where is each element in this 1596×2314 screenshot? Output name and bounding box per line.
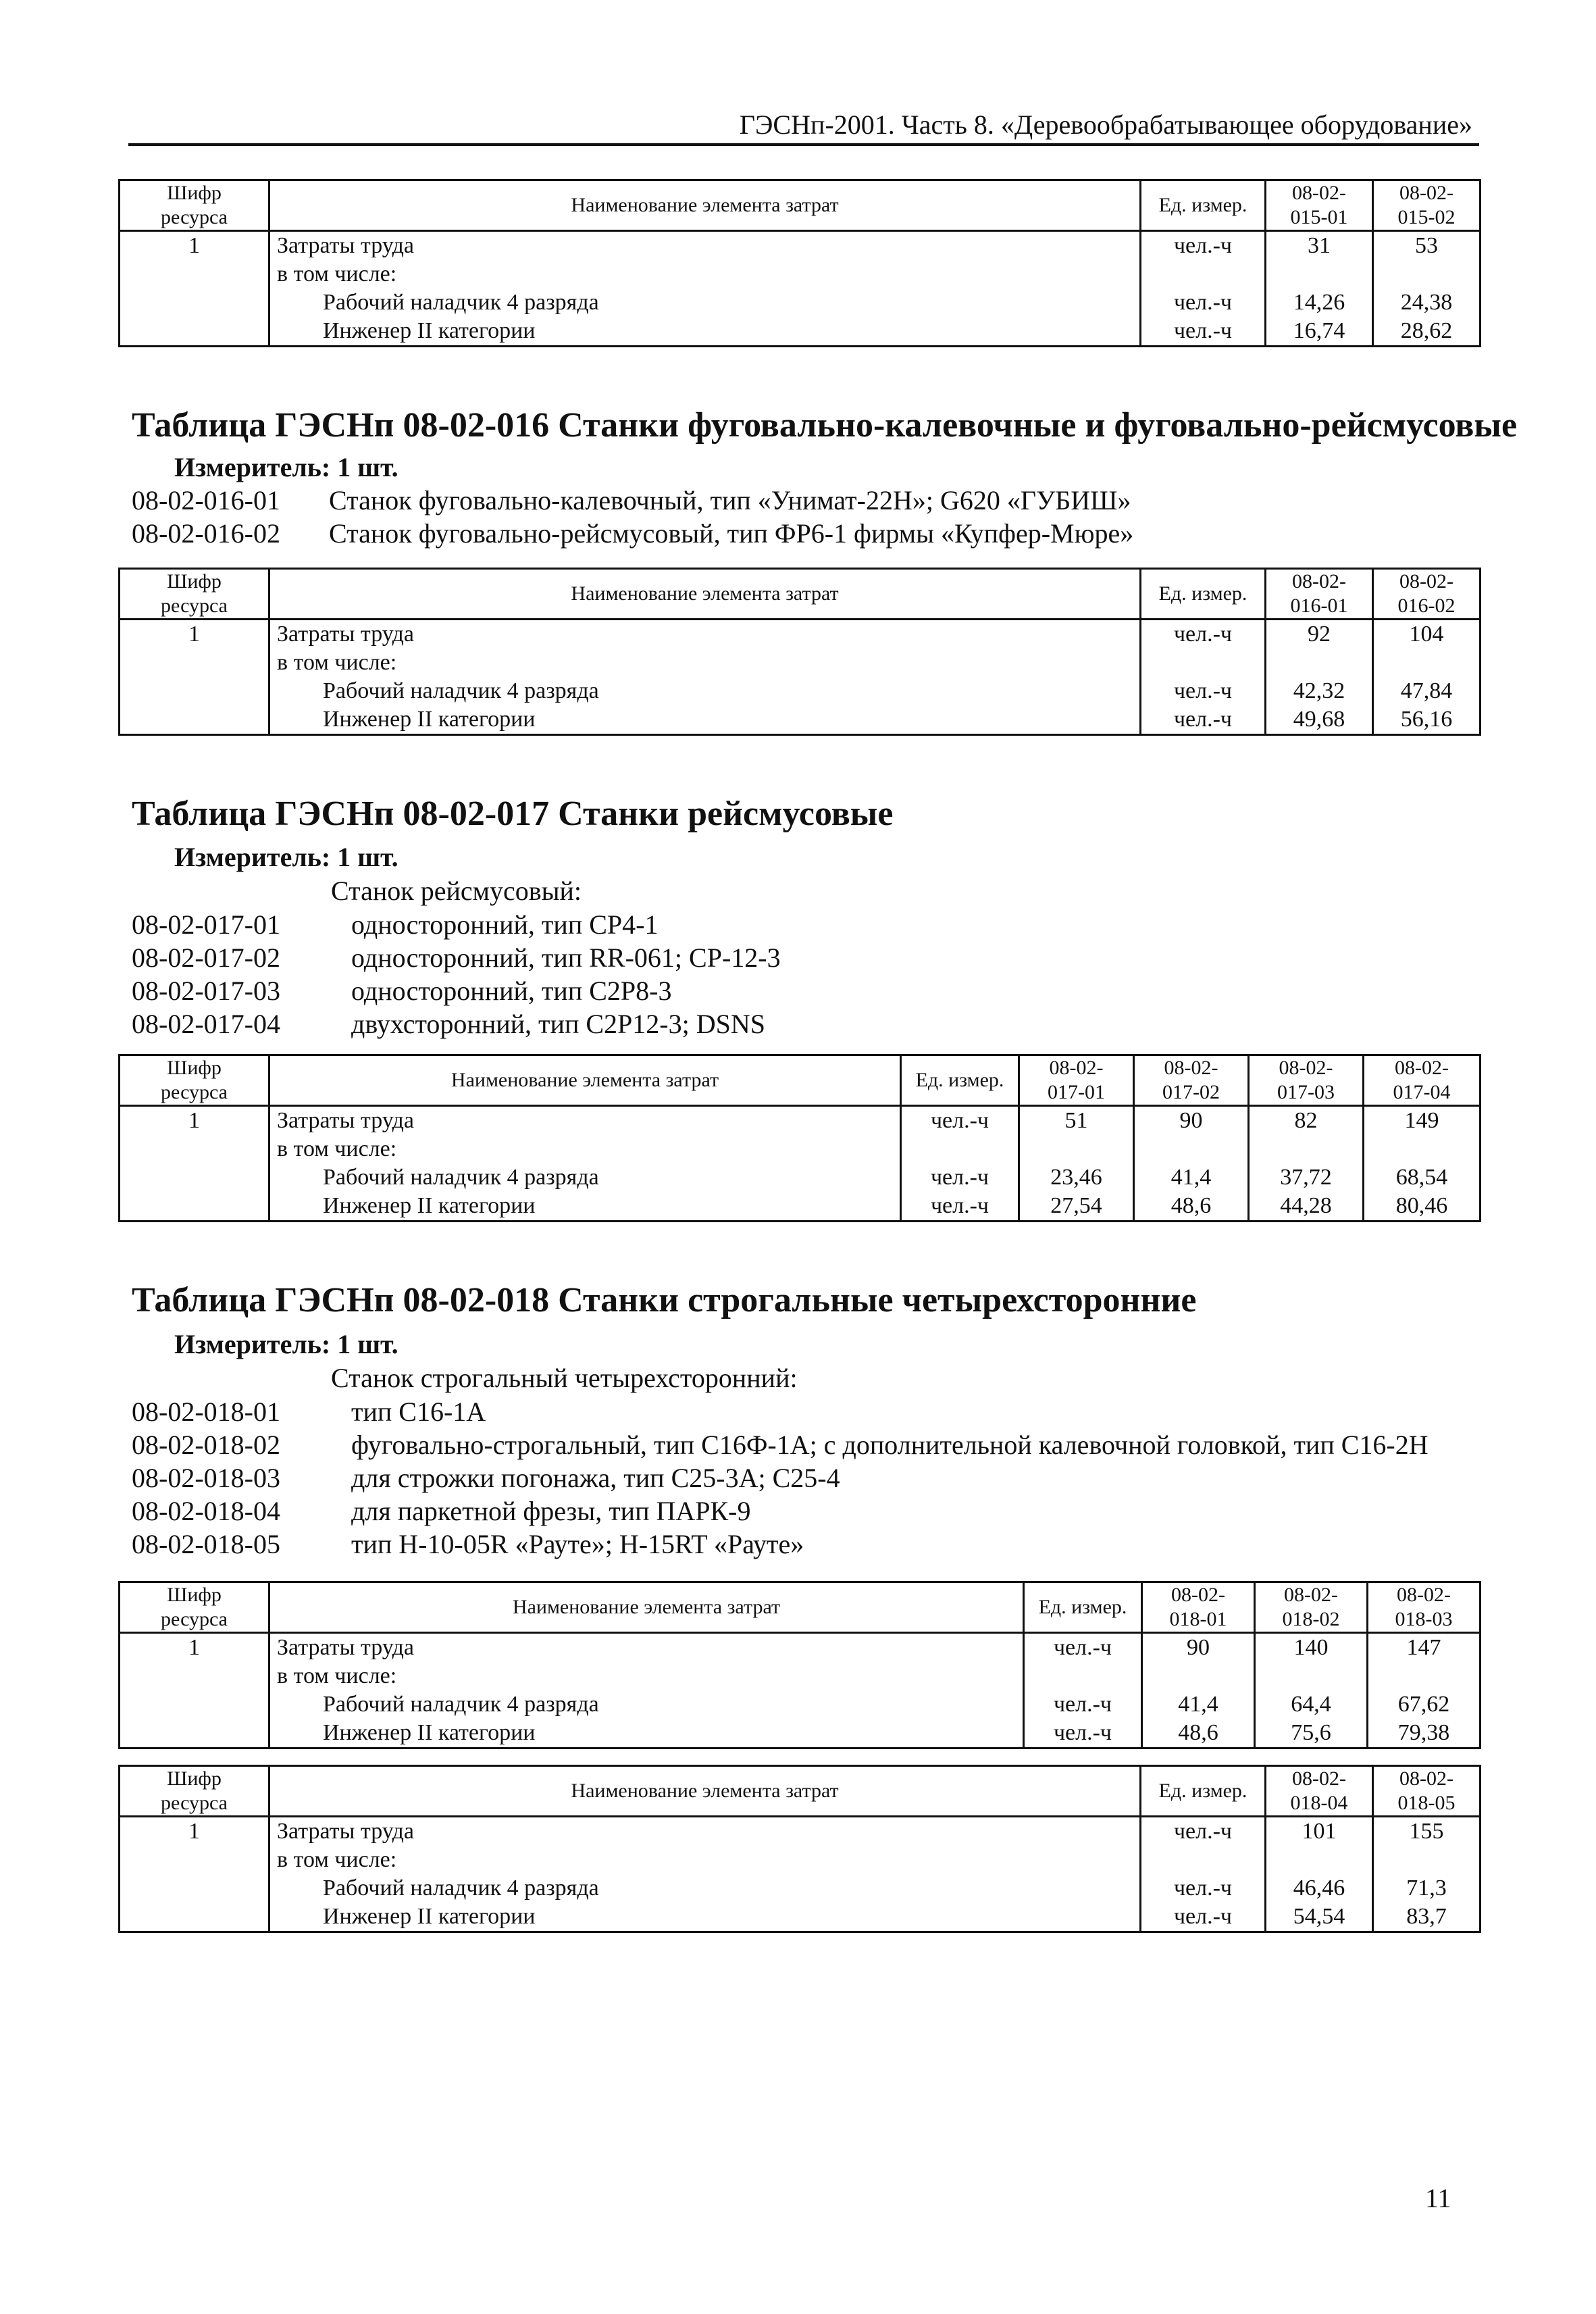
table-header-row	[120, 1766, 1481, 1817]
col-resource-header: Шифр ресурса	[120, 1582, 269, 1633]
value-cell: 49,68	[1266, 705, 1373, 735]
table-row	[120, 1662, 1481, 1690]
table-017	[118, 1054, 1481, 1222]
table-row	[120, 1874, 1481, 1903]
table-018-part-1	[118, 1581, 1481, 1749]
table-header-row	[120, 1582, 1481, 1633]
row-label: Рабочий наладчик 4 разряда	[269, 288, 1141, 317]
table-015	[118, 179, 1481, 347]
row-label: Рабочий наладчик 4 разряда	[269, 1163, 901, 1192]
table-row	[120, 705, 1481, 735]
value-cell: 71,3	[1373, 1874, 1481, 1903]
col-code-header: 08-02- 017-04	[1364, 1055, 1481, 1106]
item-code: 08-02-017-04	[132, 1009, 280, 1039]
value-cell: 75,6	[1255, 1719, 1368, 1749]
col-unit-header: Ед. измер.	[901, 1055, 1019, 1106]
table-row	[120, 1135, 1481, 1163]
unit-cell: чел.-ч	[1141, 620, 1266, 649]
col-code-header: 08-02- 016-01	[1266, 569, 1373, 620]
item-code: 08-02-016-02	[132, 518, 280, 549]
value-cell: 41,4	[1134, 1163, 1249, 1192]
col-name-header: Наименование элемента затрат	[269, 180, 1141, 231]
table-row	[120, 260, 1481, 288]
value-cell: 104	[1373, 620, 1481, 649]
unit-cell: чел.-ч	[901, 1192, 1019, 1222]
col-code-header: 08-02- 018-01	[1142, 1582, 1255, 1633]
resource-code: 1	[120, 231, 269, 261]
row-label: в том числе:	[269, 1846, 1141, 1874]
col-unit-header: Ед. измер.	[1141, 569, 1266, 620]
value-cell: 82	[1249, 1106, 1364, 1136]
row-label: Инженер II категории	[269, 1192, 901, 1222]
row-label: в том числе:	[269, 1135, 901, 1163]
row-label: Затраты труда	[269, 231, 1141, 261]
value-cell: 24,38	[1373, 288, 1481, 317]
col-resource-header: Шифр ресурса	[120, 1055, 269, 1106]
col-code-header: 08-02- 017-03	[1249, 1055, 1364, 1106]
measure-label: Измеритель: 1 шт.	[174, 842, 398, 872]
table-row	[120, 231, 1481, 261]
value-cell: 140	[1255, 1633, 1368, 1663]
resource-code: 1	[120, 1817, 269, 1846]
page-number: 11	[1425, 2183, 1451, 2213]
table-title: Таблица ГЭСНп 08-02-018 Станки строгальные четырехсторонние	[132, 1281, 1197, 1319]
col-resource-header: Шифр ресурса	[120, 1766, 269, 1817]
col-code-header: 08-02- 018-04	[1266, 1766, 1373, 1817]
value-cell: 149	[1364, 1106, 1481, 1136]
value-cell: 79,38	[1368, 1719, 1481, 1749]
item-code: 08-02-017-01	[132, 909, 280, 940]
table-row	[120, 1192, 1481, 1222]
value-cell: 28,62	[1373, 317, 1481, 347]
page-header: ГЭСНп-2001. Часть 8. «Деревообрабатывающее оборудование»	[739, 109, 1472, 140]
unit-cell: чел.-ч	[1141, 705, 1266, 735]
col-name-header: Наименование элемента затрат	[269, 1582, 1024, 1633]
value-cell: 14,26	[1266, 288, 1373, 317]
value-cell: 46,46	[1266, 1874, 1373, 1903]
item-code: 08-02-018-04	[132, 1496, 280, 1526]
value-cell: 147	[1368, 1633, 1481, 1663]
value-cell: 48,6	[1134, 1192, 1249, 1222]
value-cell: 90	[1142, 1633, 1255, 1663]
col-unit-header: Ед. измер.	[1141, 1766, 1266, 1817]
unit-cell: чел.-ч	[1141, 677, 1266, 705]
unit-cell: чел.-ч	[1141, 1874, 1266, 1903]
unit-cell: чел.-ч	[1141, 288, 1266, 317]
value-cell: 67,62	[1368, 1690, 1481, 1719]
unit-cell: чел.-ч	[1141, 1903, 1266, 1932]
value-cell: 53	[1373, 231, 1481, 261]
row-label: Рабочий наладчик 4 разряда	[269, 677, 1141, 705]
item-code: 08-02-018-01	[132, 1397, 280, 1427]
value-cell: 56,16	[1373, 705, 1481, 735]
resource-code: 1	[120, 620, 269, 649]
measure-label: Измеритель: 1 шт.	[174, 1329, 398, 1359]
value-cell: 16,74	[1266, 317, 1373, 347]
table-row	[120, 1106, 1481, 1136]
col-name-header: Наименование элемента затрат	[269, 1055, 901, 1106]
row-label: Затраты труда	[269, 1633, 1024, 1663]
col-resource-header: Шифр ресурса	[120, 569, 269, 620]
row-label: Рабочий наладчик 4 разряда	[269, 1690, 1024, 1719]
item-code: 08-02-018-02	[132, 1430, 280, 1460]
table-row	[120, 1690, 1481, 1719]
item-text: для паркетной фрезы, тип ПАРК-9	[351, 1496, 751, 1526]
unit-cell: чел.-ч	[1141, 1817, 1266, 1846]
row-label: Затраты труда	[269, 620, 1141, 649]
table-row	[120, 1817, 1481, 1846]
value-cell: 48,6	[1142, 1719, 1255, 1749]
value-cell: 54,54	[1266, 1903, 1373, 1932]
item-text: Станок фуговально-рейсмусовый, тип ФР6-1 фирмы «Купфер-Мюре»	[329, 518, 1134, 549]
row-label: в том числе:	[269, 260, 1141, 288]
row-label: Рабочий наладчик 4 разряда	[269, 1874, 1141, 1903]
value-cell: 44,28	[1249, 1192, 1364, 1222]
value-cell: 47,84	[1373, 677, 1481, 705]
col-code-header: 08-02- 018-02	[1255, 1582, 1368, 1633]
item-text: односторонний, тип RR-061; СР-12-3	[351, 942, 781, 973]
item-text: односторонний, тип СР4-1	[351, 909, 659, 940]
table-row	[120, 288, 1481, 317]
row-label: Затраты труда	[269, 1106, 901, 1136]
col-code-header: 08-02- 017-02	[1134, 1055, 1249, 1106]
item-text: для строжки погонажа, тип С25-3А; С25-4	[351, 1463, 840, 1493]
value-cell: 31	[1266, 231, 1373, 261]
table-row	[120, 620, 1481, 649]
table-row	[120, 1903, 1481, 1932]
col-code-header: 08-02- 018-03	[1368, 1582, 1481, 1633]
item-text: фуговально-строгальный, тип С16Ф-1А; с дополнительной калевочной головкой, тип С16-2Н	[351, 1430, 1428, 1460]
unit-cell: чел.-ч	[1141, 231, 1266, 261]
unit-cell: чел.-ч	[901, 1106, 1019, 1136]
table-header-row	[120, 1055, 1481, 1106]
measure-label: Измеритель: 1 шт.	[174, 452, 398, 482]
row-label: в том числе:	[269, 1662, 1024, 1690]
value-cell: 41,4	[1142, 1690, 1255, 1719]
col-name-header: Наименование элемента затрат	[269, 569, 1141, 620]
item-text: двухсторонний, тип С2Р12-3; DSNS	[351, 1009, 765, 1039]
header-rule	[128, 143, 1479, 146]
row-label: Инженер II категории	[269, 1719, 1024, 1749]
table-row	[120, 1719, 1481, 1749]
value-cell: 92	[1266, 620, 1373, 649]
table-018-part-2	[118, 1765, 1481, 1933]
unit-cell: чел.-ч	[1141, 317, 1266, 347]
row-label: Инженер II категории	[269, 317, 1141, 347]
item-text: односторонний, тип С2Р8-3	[351, 976, 672, 1006]
row-label: Инженер II категории	[269, 1903, 1141, 1932]
col-code-header: 08-02- 015-02	[1373, 180, 1481, 231]
item-text: тип Н-10-05R «Рауте»; Н-15RT «Рауте»	[351, 1529, 804, 1559]
unit-cell: чел.-ч	[1024, 1633, 1142, 1663]
value-cell: 64,4	[1255, 1690, 1368, 1719]
value-cell: 27,54	[1019, 1192, 1134, 1222]
unit-cell: чел.-ч	[1024, 1719, 1142, 1749]
unit-cell: чел.-ч	[901, 1163, 1019, 1192]
value-cell: 80,46	[1364, 1192, 1481, 1222]
table-header-row	[120, 180, 1481, 231]
value-cell: 90	[1134, 1106, 1249, 1136]
col-code-header: 08-02- 018-05	[1373, 1766, 1481, 1817]
table-row	[120, 677, 1481, 705]
col-unit-header: Ед. измер.	[1024, 1582, 1142, 1633]
table-row	[120, 1633, 1481, 1663]
row-label: Затраты труда	[269, 1817, 1141, 1846]
unit-cell: чел.-ч	[1024, 1690, 1142, 1719]
col-code-header: 08-02- 016-02	[1373, 569, 1481, 620]
value-cell: 23,46	[1019, 1163, 1134, 1192]
row-label: в том числе:	[269, 649, 1141, 677]
row-label: Инженер II категории	[269, 705, 1141, 735]
item-code: 08-02-018-03	[132, 1463, 280, 1493]
table-row	[120, 649, 1481, 677]
value-cell: 155	[1373, 1817, 1481, 1846]
resource-code: 1	[120, 1633, 269, 1663]
table-row	[120, 317, 1481, 347]
value-cell: 51	[1019, 1106, 1134, 1136]
table-016	[118, 568, 1481, 736]
item-code: 08-02-018-05	[132, 1529, 280, 1559]
value-cell: 101	[1266, 1817, 1373, 1846]
value-cell: 42,32	[1266, 677, 1373, 705]
table-title: Таблица ГЭСНп 08-02-016 Станки фуговально-калевочные и фуговально-рейсмусовые	[132, 406, 1518, 445]
value-cell: 68,54	[1364, 1163, 1481, 1192]
item-code: 08-02-017-03	[132, 976, 280, 1006]
table-row	[120, 1846, 1481, 1874]
col-code-header: 08-02- 017-01	[1019, 1055, 1134, 1106]
col-code-header: 08-02- 015-01	[1266, 180, 1373, 231]
item-text: тип С16-1А	[351, 1397, 486, 1427]
item-code: 08-02-017-02	[132, 942, 280, 973]
col-name-header: Наименование элемента затрат	[269, 1766, 1141, 1817]
group-label: Станок рейсмусовый:	[331, 876, 582, 906]
item-text: Станок фуговально-калевочный, тип «Унимат-22Н»; G620 «ГУБИШ»	[329, 485, 1131, 515]
item-code: 08-02-016-01	[132, 485, 280, 515]
group-label: Станок строгальный четырехсторонний:	[331, 1363, 798, 1393]
table-title: Таблица ГЭСНп 08-02-017 Станки рейсмусовые	[132, 795, 894, 833]
col-unit-header: Ед. измер.	[1141, 180, 1266, 231]
resource-code: 1	[120, 1106, 269, 1136]
value-cell: 83,7	[1373, 1903, 1481, 1932]
value-cell: 37,72	[1249, 1163, 1364, 1192]
table-row	[120, 1163, 1481, 1192]
table-header-row	[120, 569, 1481, 620]
col-resource-header: Шифр ресурса	[120, 180, 269, 231]
